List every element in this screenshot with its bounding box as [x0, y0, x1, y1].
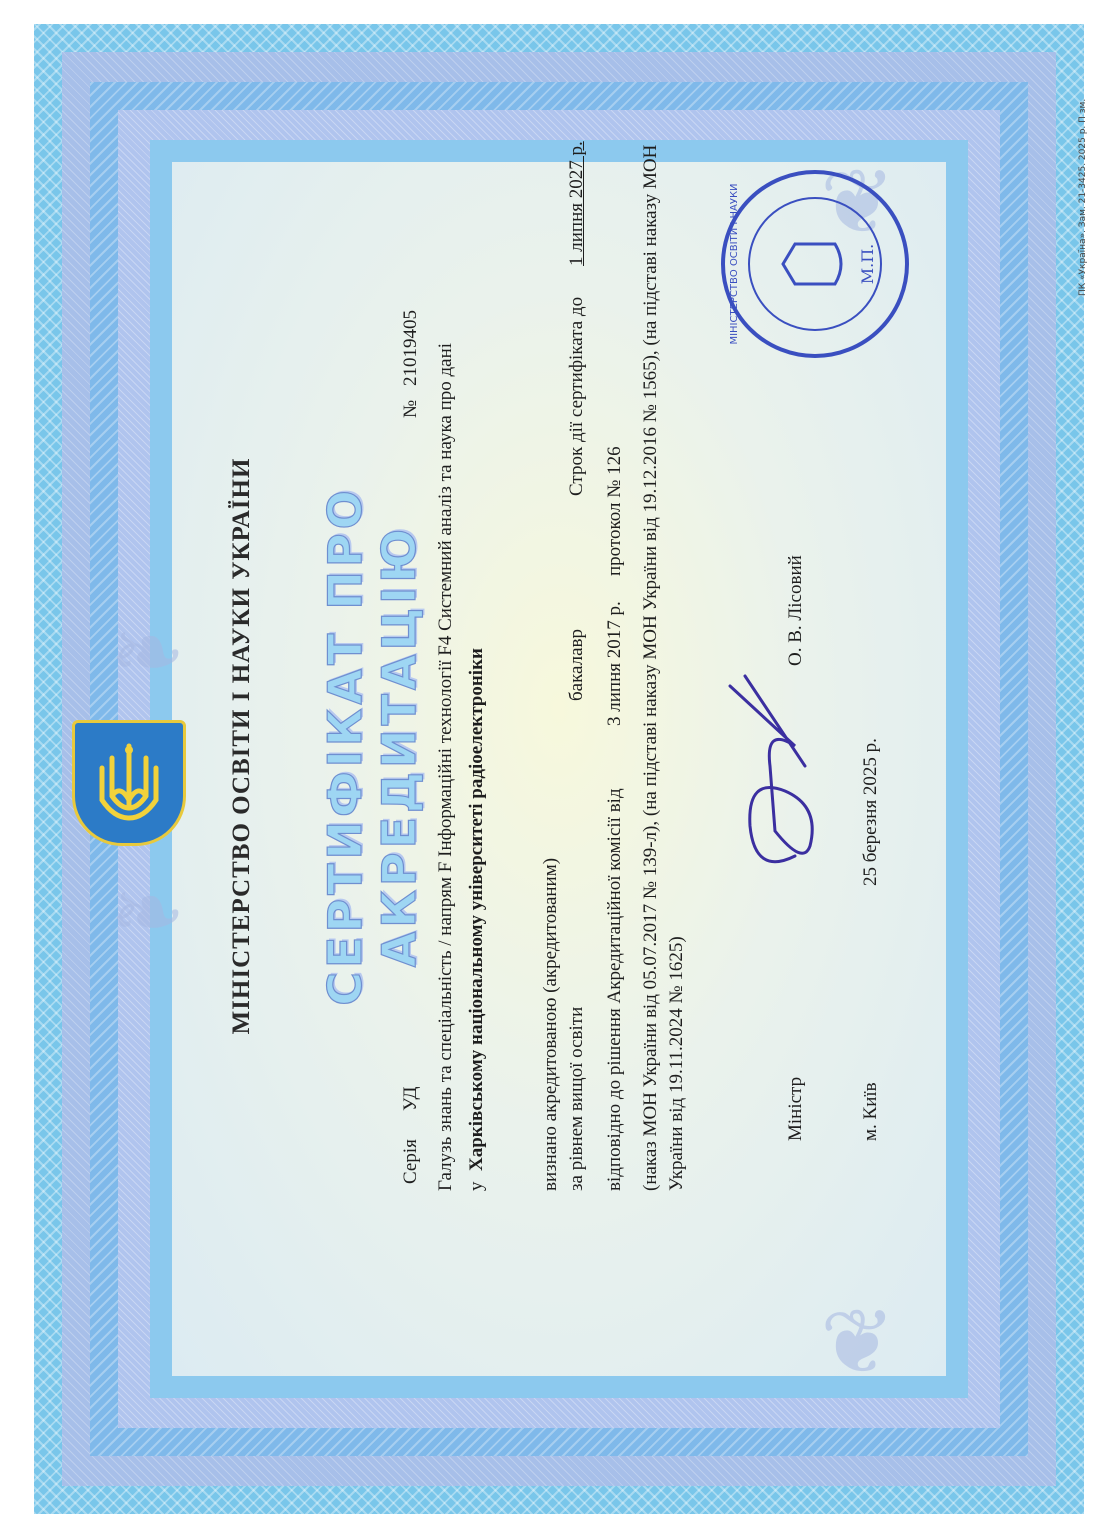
ornament-icon: ❧ [110, 600, 186, 705]
printer-note: ПК «Україна». Зам. 21-3425. 2025 р. П зм. [1078, 98, 1088, 296]
protocol-number: протокол № 126 [604, 446, 625, 576]
recognized-text: визнано акредитованою (акредитованим) [540, 857, 561, 1191]
city: м. Київ [860, 1082, 881, 1141]
validity-label: Строк дії сертифіката до [566, 296, 587, 496]
series-label: Серія [400, 1139, 421, 1184]
minister-label: Міністр [785, 1076, 806, 1141]
svg-text:МІНІСТЕРСТВО ОСВІТИ І НАУКИ: МІНІСТЕРСТВО ОСВІТИ І НАУКИ [729, 183, 740, 345]
svg-text:М.П.: М.П. [858, 243, 877, 285]
minister-name: О. В. Лісовий [785, 555, 806, 666]
university-name: Харківському національному університеті радіоелектроніки [466, 648, 487, 1171]
degree-value: бакалавр [566, 628, 587, 701]
series-value: УД [400, 1086, 421, 1111]
minister-signature [715, 666, 845, 886]
number-label: № [400, 399, 421, 418]
issue-date: 25 березня 2025 р. [860, 738, 881, 886]
field-of-study: Галузь знань та спеціальність / напрям F Інформаційні технології F4 Системний аналіз та наука про дані [435, 342, 456, 1191]
certificate-title: СЕРТИФІКАТ ПРО АКРЕДИТАЦІЮ [318, 486, 426, 1006]
order-reference-continued: України від 19.11.2024 № 1625) [666, 936, 687, 1191]
validity-date: 1 липня 2027 р. [566, 141, 587, 266]
ornament-icon: ❦ [820, 1290, 896, 1395]
university-prefix: у [466, 1181, 487, 1191]
ornament-icon: ❧ [110, 860, 186, 965]
order-reference: (наказ МОН України від 05.07.2017 № 139-л), (на підставі наказу МОН України від 19.12.2016 № 1565), (на підставі наказу МОН [640, 144, 661, 1191]
recognized-text-level: за рівнем вищої освіти [566, 1006, 587, 1191]
decision-date: 3 липня 2017 р. [604, 601, 625, 726]
ministry-heading: МІНІСТЕРСТВО ОСВІТИ І НАУКИ УКРАЇНИ [228, 457, 255, 1035]
ornament-icon: ❦ [820, 150, 896, 255]
official-stamp [715, 164, 915, 364]
certificate-number: 21019405 [400, 310, 421, 386]
decision-label: відповідно до рішення Акредитаційної комісії від [604, 788, 625, 1191]
